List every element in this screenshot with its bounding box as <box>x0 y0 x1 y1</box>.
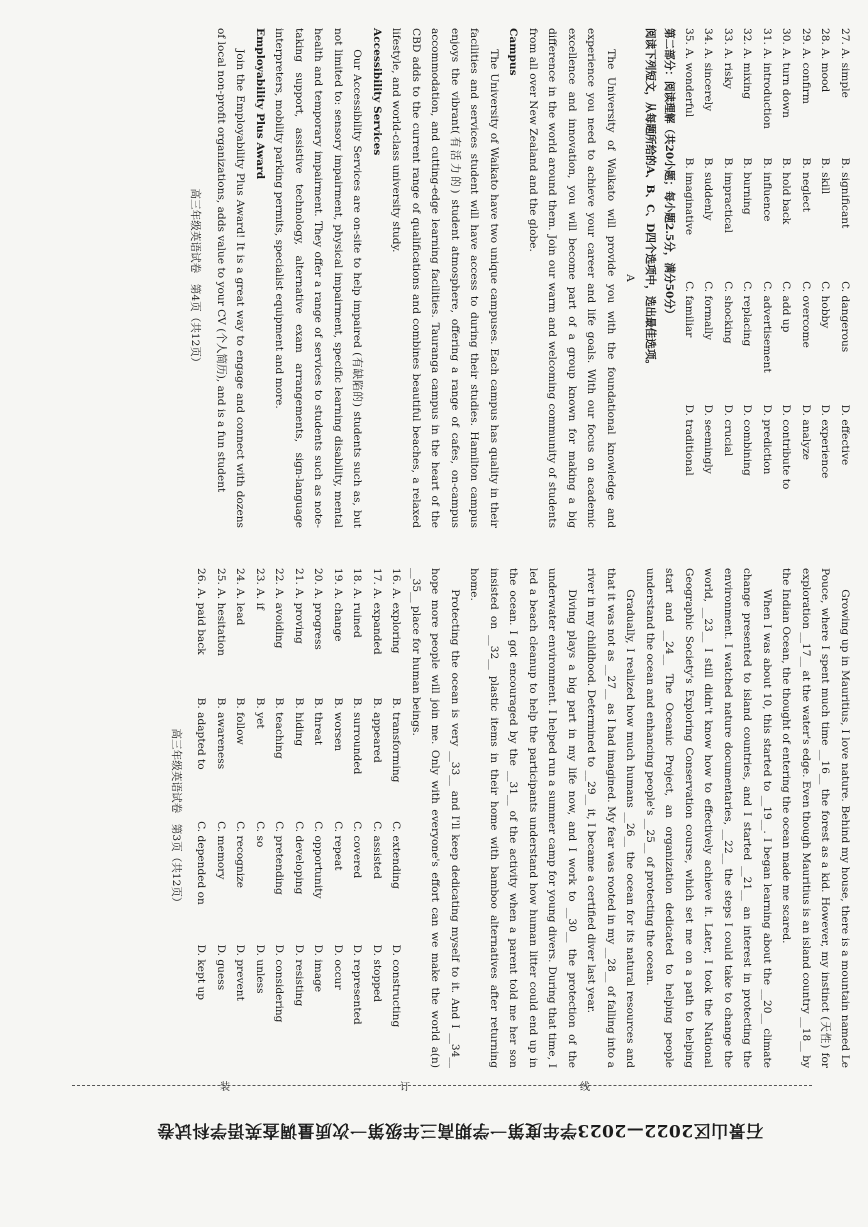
option-choice: D. occur <box>332 944 344 990</box>
option-choice: C. replacing <box>741 281 754 347</box>
passage-para-4: Diving plays a big part in my life now, and I work to __30__ the protection of the underwater environment. I helped run a summer camp for young divers. During that time, I led a beach cleanup to help the participants understand how human litter could end up in the ocean. I got encouraged by the __31__ of the activity when a parent told me her son insisted on __32__ plastic items in their home with bamboo alternatives after returning home. <box>468 568 578 1068</box>
question-row <box>211 568 231 1068</box>
passage-para-3: Gradually, I realized how much humans __26__ the ocean for its natural resources and that it was not as __27__ as I had imagined. My fear was rooted in my __28__ of falling into a river in my childhood. Determined to __29__ it, I became a certified diver last year. <box>585 568 637 1068</box>
option-choice: C. overcome <box>800 281 812 348</box>
option-choice: C. developing <box>293 821 305 895</box>
option-choice: C. recognize <box>234 821 247 889</box>
option-choice: 26. A. paid back <box>195 568 208 655</box>
option-choice: C. depended on <box>195 821 208 905</box>
passage-label-a: A <box>624 274 637 282</box>
page-4-column <box>185 28 854 528</box>
option-choice: D. crucial <box>722 404 734 457</box>
option-choice: B. awareness <box>215 697 227 770</box>
passage-para-1: Growing up in Mauritius, I love nature. Behind my house, there is a mountain named Le Pouce, where I spent much time __16__ the forest as a kid. However, my instinct (天性) for exploration __17__ at the water's edge. Even though Mauritius is an island country __18__ by the Indian Ocean, the thought of entering the ocean made me scared. <box>780 568 851 1068</box>
option-choice: B. worsen <box>332 697 344 752</box>
option-choice: D. contribute to <box>780 404 793 490</box>
reading-heading-employability: Employability Plus Award <box>254 28 266 180</box>
reading-heading-campus: Campus <box>507 28 520 76</box>
option-choice: 16. A. exploring <box>390 568 403 654</box>
option-choice: D. prediction <box>761 404 773 475</box>
option-choice: C. advertisement <box>761 281 773 373</box>
question-row <box>815 28 835 528</box>
option-choice: C. dangerous <box>839 281 851 353</box>
reading-para-2: The University of Waikato have two unique campuses. Each campus has quality in their facilities and services student will have access to during their studies. Hamilton campus enjoys the vibrant(有活力的) student atmosphere, offering a range of cafes, on-campus accommodation, and cutting-edge learning facilities. Tauranga campus in the heart of the CBD adds to the current range of qualifications and combines beautiful beaches, a relaxed lifestyle, and world-class university study. <box>390 28 500 528</box>
option-choice: B. transforming <box>390 697 403 783</box>
option-choice: C. shocking <box>722 281 734 344</box>
option-choice: C. hobby <box>819 281 832 329</box>
option-choice: D. traditional <box>683 404 695 476</box>
passage-para-5: Protecting the ocean is very __33__ and I'll keep dedicating myself to it. And I __34__ hope more people will join me. Only with everyone's effort can we make the world a(n) __35__ place for human beings. <box>410 568 461 1068</box>
question-row <box>308 568 328 1068</box>
question-row <box>698 28 718 528</box>
option-choice: D. constructing <box>390 944 403 1028</box>
option-choice: C. assisted <box>371 821 383 879</box>
option-choice: 30. A. turn down <box>780 28 793 118</box>
question-row <box>835 28 855 528</box>
option-choice: 17. A. expanded <box>371 568 383 655</box>
exam-title: 石景山区2022—2023学年度第一学期高三年级第一次质量调查英语学科试卷 <box>156 1120 764 1140</box>
reading-para-1: The University of Waikato will provide you with the foundational knowledge and experience you need to achieve your career and life goals. With our focus on academic excellence and innovation, you will become part of a group known for making a big difference in the world around them. Join our warm and welcoming community of students from all over New Zealand and the globe. <box>527 28 617 528</box>
option-choice: D. image <box>312 944 325 993</box>
option-choice: C. formally <box>702 281 715 341</box>
option-choice: 28. A. mood <box>819 28 832 93</box>
option-choice: C. so <box>254 821 266 848</box>
divider-mark-2: 订 <box>400 1082 410 1093</box>
option-choice: 19. A. change <box>332 568 344 642</box>
question-row <box>289 568 309 1068</box>
option-choice: B. follow <box>234 697 247 745</box>
option-choice: B. yet <box>254 697 266 729</box>
option-choice: C. familiar <box>683 281 695 338</box>
option-choice: D. stopped <box>371 944 383 1003</box>
question-row <box>776 28 796 528</box>
option-choice: 18. A. ruined <box>351 568 364 638</box>
option-choice: B. surrounded <box>351 697 364 775</box>
page-3-footer: 高三年级英语试卷 第3页（共12页） <box>170 728 182 908</box>
question-row <box>757 28 777 528</box>
option-choice: 29. A. confirm <box>800 28 812 104</box>
option-choice: B. hiding <box>293 697 305 747</box>
option-choice: 32. A. mixing <box>741 28 754 100</box>
reading-para-3: Our Accessibility Services are on-site to help impaired (有缺陷的) students such as, but not limited to: sensory impairment, physical impairment, specific learning disability, mental health and temporary impairment. They offer a range of services to students such as note-taking support, assistive technology, alternative exam arrangements, sign-language interpreters, mobility parking permits, specialist equipment and more. <box>273 28 364 528</box>
option-choice: D. analyze <box>800 404 812 461</box>
option-choice: D. kept up <box>195 944 208 1001</box>
option-choice: 23. A. if <box>254 568 266 610</box>
option-choice: B. suddenly <box>702 157 715 221</box>
option-choice: C. opportunity <box>312 821 325 899</box>
question-row <box>269 568 289 1068</box>
option-choice: 24. A. lead <box>234 568 247 626</box>
section-two-instructions: 阅读下列短文，从每题所给的A、B、C、D四个选项中，选出最佳选项。 <box>644 28 656 371</box>
option-choice: B. significant <box>839 157 851 229</box>
option-choice: D. represented <box>351 944 364 1025</box>
option-choice: B. appeared <box>371 697 383 763</box>
option-choice: D. unless <box>254 944 266 994</box>
option-choice: D. resisting <box>293 944 305 1007</box>
option-choice: B. threat <box>312 697 325 746</box>
option-choice: B. teaching <box>273 697 286 759</box>
option-choice: C. pretending <box>273 821 286 895</box>
divider-mark-1: 装 <box>220 1082 230 1093</box>
page-4-footer: 高三年级英语试卷 第4页（共12页） <box>189 188 202 368</box>
options-list-16-26 <box>191 568 406 1068</box>
option-choice: C. add up <box>780 281 793 333</box>
option-choice: C. memory <box>215 821 227 880</box>
question-row <box>796 28 816 528</box>
option-choice: B. adapted to <box>195 697 208 770</box>
question-row <box>679 28 699 528</box>
option-choice: B. neglect <box>800 157 812 212</box>
page-3-column <box>166 568 855 1068</box>
option-choice: 25. A. hesitation <box>215 568 227 656</box>
option-choice: D. seemingly <box>702 404 715 474</box>
question-row <box>328 568 348 1068</box>
option-choice: D. experience <box>819 404 832 479</box>
option-choice: D. guess <box>215 944 227 991</box>
option-choice: D. prevent <box>234 944 247 1001</box>
section-two-heading: 第二部分：阅读理解（共20小题；每小题2.5分，满分50分） <box>663 28 676 320</box>
option-choice: D. effective <box>839 404 851 466</box>
option-choice: C. extending <box>390 821 403 889</box>
option-choice: B. impractical <box>722 157 734 233</box>
option-choice: B. hold back <box>780 157 793 225</box>
option-choice: 21. A. proving <box>293 568 305 644</box>
option-choice: C. covered <box>351 821 364 879</box>
option-choice: 34. A. sincerely <box>702 28 715 112</box>
reading-heading-accessibility: Accessibility Services <box>371 28 383 156</box>
question-row <box>191 568 211 1068</box>
option-choice: D. considering <box>273 944 286 1023</box>
reading-para-4: Join the Employability Plus Award! It is a great way to engage and connect with dozens of local non-profit organizations, adds value to your CV (个人简历), and is a fun student <box>215 28 247 528</box>
options-list-27-35 <box>679 28 855 528</box>
question-row <box>386 568 406 1068</box>
option-choice: 33. A. risky <box>722 28 734 89</box>
option-choice: 20. A. progress <box>312 568 325 650</box>
question-row <box>250 568 270 1068</box>
option-choice: 35. A. wonderful <box>683 28 695 118</box>
question-row <box>347 568 367 1068</box>
option-choice: B. burning <box>741 157 754 215</box>
option-choice: 31. A. introduction <box>761 28 773 129</box>
question-row <box>737 28 757 528</box>
option-choice: C. repeat <box>332 821 344 871</box>
question-row <box>230 568 250 1068</box>
option-choice: B. imaginative <box>683 157 695 236</box>
option-choice: D. combining <box>741 404 754 476</box>
option-choice: 27. A. simple <box>839 28 851 98</box>
option-choice: 22. A. avoiding <box>273 568 286 649</box>
rotated-exam-content <box>104 8 864 1088</box>
option-choice: B. influence <box>761 157 773 222</box>
divider-mark-3: 线 <box>580 1082 590 1093</box>
fold-divider-line <box>72 1085 812 1087</box>
passage-para-2: When I was about 10, this started to __19__. I began learning about the __20__ climate change presented to island countries, and I started __21__ an interest in protecting the environment. I watched nature documentaries, __22__ the steps I could take to change the world, __23__ I still didn't know how to effectively achieve it. Later, I took the National Geographic Society's Exploring Conservation course, which set me on a path to helping start and __24__ The Oceanic Project, an organization dedicated to helping people understand the ocean and enhancing people's __25__ of protecting the ocean. <box>644 568 773 1068</box>
option-choice: B. skill <box>819 157 832 195</box>
question-row <box>718 28 738 528</box>
question-row <box>367 568 387 1068</box>
